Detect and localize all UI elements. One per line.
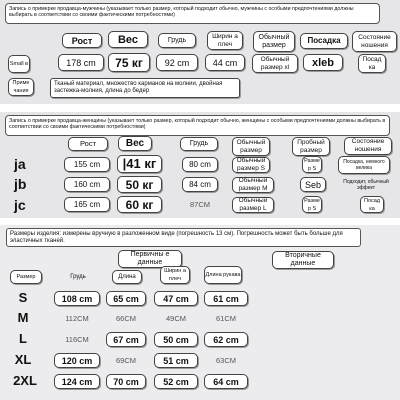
M-length: 66CM (115, 313, 136, 323)
row-label-jc: jc (14, 197, 26, 213)
header-shoulder: Ширин а плеч (207, 31, 243, 50)
size-M: M (17, 310, 29, 325)
value-fit: xleb (303, 54, 343, 71)
header-height: Рост (68, 137, 108, 151)
jb-usual-size: Обычный размер M (232, 177, 274, 193)
ja-chest: 80 cm (182, 157, 218, 172)
jc-chest: 87CM (189, 199, 210, 209)
value-chest: 92 cm (156, 54, 198, 71)
jc-weight: 60 кг (117, 196, 162, 213)
header-chest: Грудь (180, 137, 218, 151)
2XL-chest: 124 cm (54, 374, 100, 389)
S-chest: 108 cm (54, 291, 100, 306)
row-label-jb: jb (14, 176, 27, 192)
header-trial-size: Пробный размер (292, 137, 330, 156)
XL-shoulder: 51 cm (154, 353, 198, 368)
ja-height: 155 cm (64, 157, 110, 172)
jc-usual-size: Обычный размер L (232, 197, 274, 213)
ja-wear-state: Посадка, немного велика (338, 156, 390, 174)
header-length: Длина (112, 270, 142, 284)
header-weight: Вес (108, 31, 148, 48)
value-usual-size: Обычный размер xl (252, 54, 298, 73)
jb-wear-state: Подходит, обычный эффект (343, 178, 389, 191)
header-wear-state: Состояние ношения (344, 137, 392, 155)
2XL-sleeve: 64 cm (204, 374, 248, 389)
row-label-ja: ja (14, 156, 26, 172)
value-height: 178 cm (58, 54, 104, 71)
header-usual-size: Обычный размер (253, 31, 295, 52)
material-text: Тканый материал, множество карманов на молнии, двойная застежка-молния, длина до бедер (50, 78, 240, 98)
size-L: L (19, 331, 27, 346)
value-wear-state: Посад ка (358, 54, 386, 73)
M-shoulder: 49CM (165, 313, 186, 323)
ja-weight: |41 кг (117, 155, 162, 173)
header-chest: Грудь (158, 33, 196, 48)
product-size-note: Размеры изделия: измерены вручную в разложенном виде (погрешность 13 см). Погрешность может быть больше для эластичных тканей. (6, 228, 361, 247)
ja-usual-size: Обычный размер S (232, 157, 270, 173)
primary-data-header: Первичны е данные (118, 250, 182, 268)
jb-trial-size: Seb (300, 177, 326, 192)
header-sleeve: Длина рукава (204, 266, 242, 284)
header-weight: Вес (118, 136, 152, 151)
jb-height: 160 cm (64, 177, 110, 192)
2XL-shoulder: 52 cm (154, 374, 198, 389)
S-sleeve: 61 cm (204, 291, 248, 306)
2XL-length: 70 cm (106, 374, 146, 389)
size-S: S (18, 290, 28, 305)
row-label-small: Small в (8, 55, 30, 73)
S-length: 65 cm (106, 291, 146, 306)
header-wear-state: Состояние ношения (352, 31, 397, 52)
jc-trial-size: Разме р S (302, 196, 322, 213)
XL-sleeve: 63CM (215, 355, 236, 365)
header-shoulder: Ширин а плеч (160, 266, 190, 284)
header-fit: Посадка (300, 33, 348, 49)
ja-trial-size: Разме р S (302, 156, 322, 173)
value-shoulder: 44 cm (205, 54, 245, 71)
jb-weight: 50 кг (117, 176, 162, 193)
secondary-data-header: Вторичные данные (272, 251, 334, 269)
XL-chest: 120 cm (54, 353, 100, 368)
M-sleeve: 61CM (215, 313, 236, 323)
men-fitting-note: Запись о примерке продавца-мужчины (указывает только размер, который подходит обычно, мужчины с особыми предпочтениями должны выбирать в соответствии со своими фактическими потребностями) (5, 3, 380, 24)
jc-wear-state: Посад ка (360, 196, 384, 213)
jc-height: 165 cm (64, 197, 110, 212)
size-XL: XL (14, 352, 32, 367)
M-chest: 112CM (65, 313, 89, 323)
S-shoulder: 47 cm (154, 291, 198, 306)
header-usual-size: Обычный размер (232, 137, 270, 156)
header-height: Рост (62, 33, 102, 48)
header-chest: Грудь (70, 274, 86, 280)
XL-length: 69CM (115, 355, 136, 365)
L-shoulder: 50 cm (154, 332, 198, 347)
L-length: 67 cm (106, 332, 146, 347)
size-2XL: 2XL (13, 373, 37, 388)
L-chest: 116CM (65, 334, 89, 344)
jb-chest: 84 cm (182, 177, 218, 192)
L-sleeve: 62 cm (204, 332, 248, 347)
women-fitting-note: Запись о примерке продавца-женщины (указывает только размер, который подходит обычно, женщины с особыми предпочтениями должны выбирать в соответствии со своими фактическими потребностями) (5, 115, 390, 136)
header-size: Размер (10, 270, 42, 284)
value-weight: 75 кг (108, 53, 150, 72)
material-label: Приме чания (8, 78, 34, 96)
